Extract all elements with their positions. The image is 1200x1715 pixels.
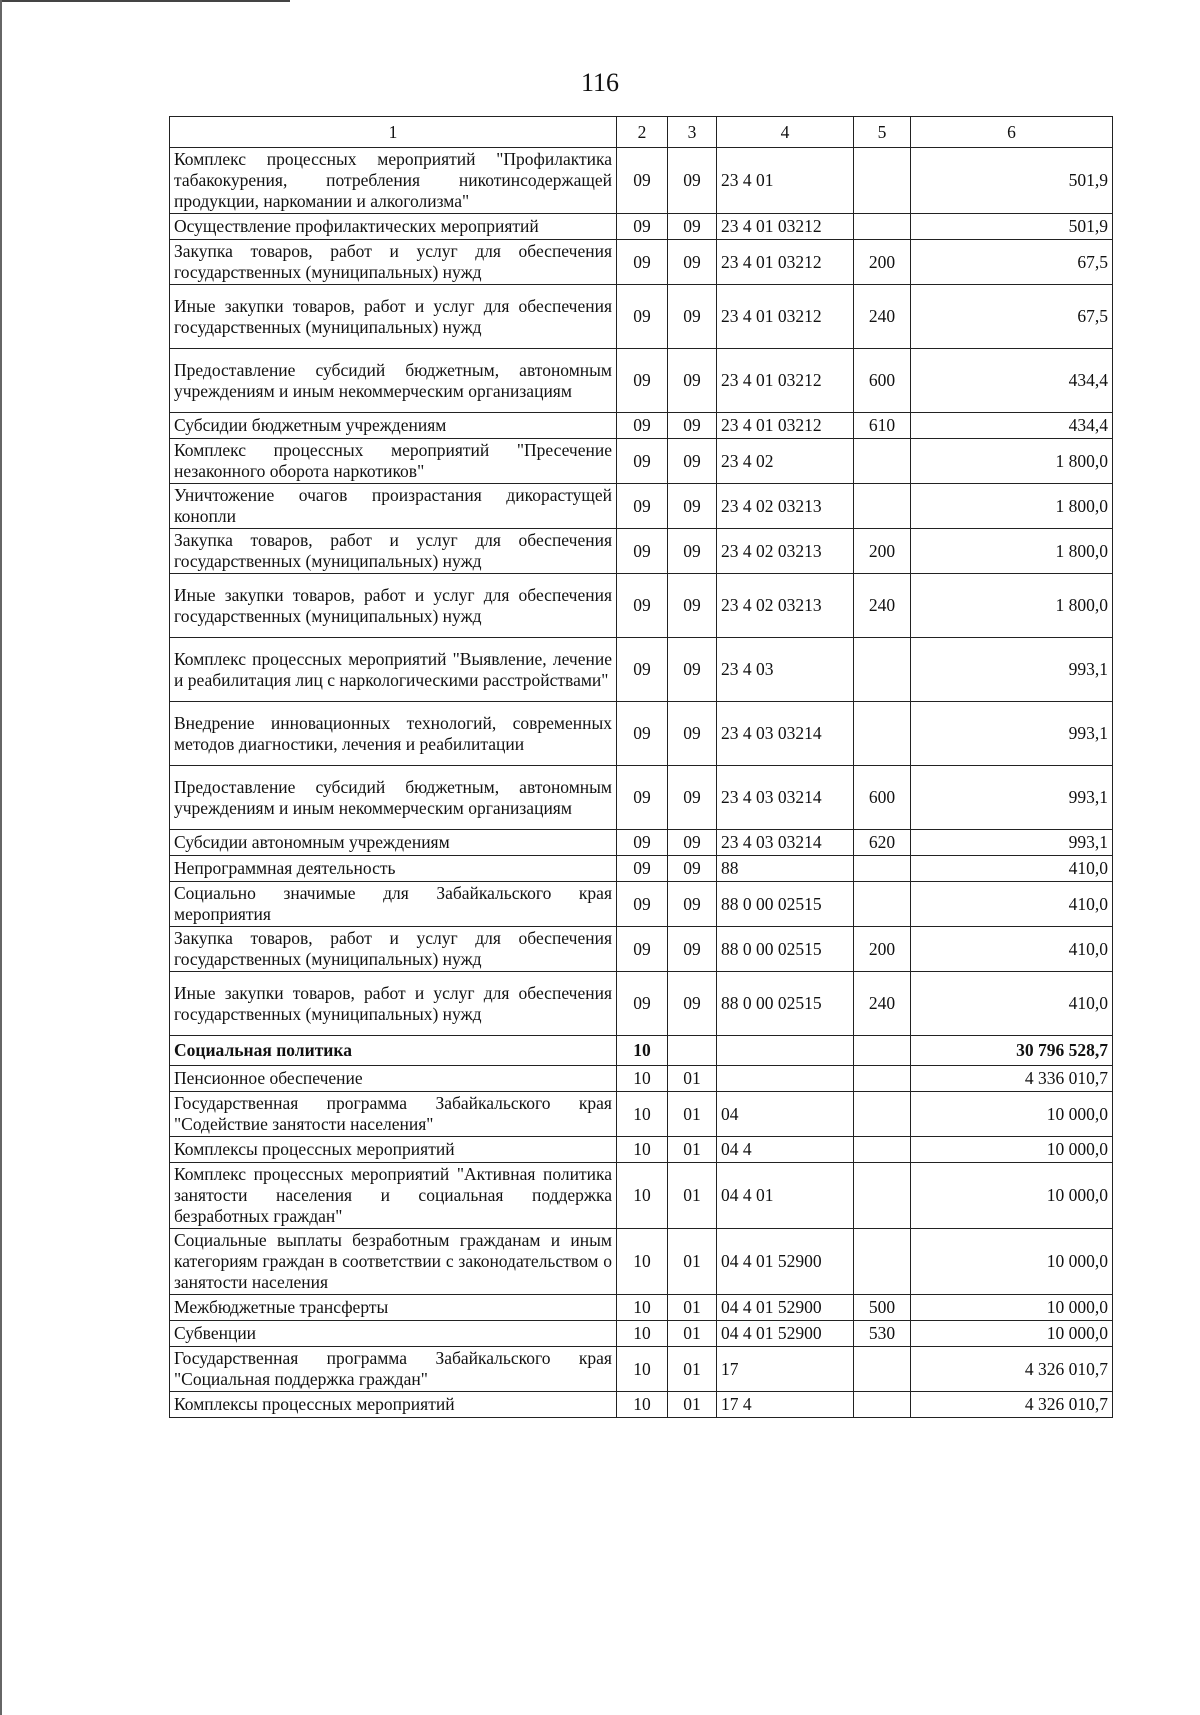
row-expense-type: 240 — [854, 285, 911, 349]
row-target-code — [717, 1036, 854, 1066]
table-row — [170, 484, 1113, 529]
row-target-code: 88 0 00 02515 — [717, 882, 854, 927]
table-row — [170, 856, 1113, 882]
row-subsection — [668, 1036, 717, 1066]
table-row — [170, 285, 1113, 349]
row-expense-type — [854, 148, 911, 214]
row-subsection: 09 — [668, 574, 717, 638]
table-row — [170, 927, 1113, 972]
table-row — [170, 148, 1113, 214]
row-name: Субсидии бюджетным учреждениям — [170, 413, 617, 439]
row-target-code: 88 — [717, 856, 854, 882]
table-row — [170, 766, 1113, 830]
table-row — [170, 1295, 1113, 1321]
table-header-row — [170, 117, 1113, 148]
row-subsection: 09 — [668, 972, 717, 1036]
row-section: 09 — [617, 148, 668, 214]
scan-edge-top — [0, 0, 290, 2]
row-subsection: 09 — [668, 413, 717, 439]
row-target-code: 04 4 01 52900 — [717, 1229, 854, 1295]
row-section: 10 — [617, 1163, 668, 1229]
row-expense-type: 200 — [854, 240, 911, 285]
row-amount: 410,0 — [911, 927, 1113, 972]
row-section: 09 — [617, 240, 668, 285]
row-target-code: 04 4 — [717, 1137, 854, 1163]
row-section: 09 — [617, 882, 668, 927]
row-amount: 434,4 — [911, 413, 1113, 439]
table-row — [170, 1347, 1113, 1392]
row-amount: 1 800,0 — [911, 574, 1113, 638]
header-col-1: 1 — [170, 117, 617, 148]
header-col-2: 2 — [617, 117, 668, 148]
table-row — [170, 972, 1113, 1036]
row-expense-type: 620 — [854, 830, 911, 856]
row-amount: 434,4 — [911, 349, 1113, 413]
row-amount: 993,1 — [911, 638, 1113, 702]
row-section: 10 — [617, 1066, 668, 1092]
row-amount: 10 000,0 — [911, 1163, 1113, 1229]
row-amount: 501,9 — [911, 214, 1113, 240]
row-amount: 1 800,0 — [911, 529, 1113, 574]
row-expense-type: 530 — [854, 1321, 911, 1347]
row-section: 09 — [617, 285, 668, 349]
row-subsection: 01 — [668, 1321, 717, 1347]
row-amount: 67,5 — [911, 240, 1113, 285]
row-target-code — [717, 1066, 854, 1092]
row-name: Государственная программа Забайкальского края "Социальная поддержка граждан" — [170, 1347, 617, 1392]
row-amount: 67,5 — [911, 285, 1113, 349]
row-expense-type — [854, 1137, 911, 1163]
header-col-6: 6 — [911, 117, 1113, 148]
row-expense-type: 610 — [854, 413, 911, 439]
row-subsection: 09 — [668, 766, 717, 830]
header-col-5: 5 — [854, 117, 911, 148]
table-row — [170, 830, 1113, 856]
row-name: Предоставление субсидий бюджетным, автономным учреждениям и иным некоммерческим организациям — [170, 349, 617, 413]
row-name: Социальная политика — [170, 1036, 617, 1066]
row-amount: 10 000,0 — [911, 1229, 1113, 1295]
row-expense-type: 200 — [854, 529, 911, 574]
table-row — [170, 882, 1113, 927]
row-section: 09 — [617, 856, 668, 882]
row-expense-type — [854, 856, 911, 882]
row-section: 10 — [617, 1392, 668, 1418]
row-name: Субвенции — [170, 1321, 617, 1347]
table-row — [170, 529, 1113, 574]
table-row — [170, 702, 1113, 766]
row-expense-type — [854, 484, 911, 529]
row-expense-type: 240 — [854, 574, 911, 638]
row-amount: 501,9 — [911, 148, 1113, 214]
row-expense-type — [854, 214, 911, 240]
row-name: Пенсионное обеспечение — [170, 1066, 617, 1092]
row-name: Комплексы процессных мероприятий — [170, 1137, 617, 1163]
row-target-code: 23 4 02 03213 — [717, 529, 854, 574]
table-row — [170, 1066, 1113, 1092]
row-subsection: 01 — [668, 1066, 717, 1092]
row-name: Государственная программа Забайкальского края "Содействие занятости населения" — [170, 1092, 617, 1137]
row-section: 09 — [617, 766, 668, 830]
row-amount: 410,0 — [911, 882, 1113, 927]
row-name: Социально значимые для Забайкальского края мероприятия — [170, 882, 617, 927]
table-row — [170, 1092, 1113, 1137]
row-subsection: 09 — [668, 148, 717, 214]
row-name: Комплекс процессных мероприятий "Активная политика занятости населения и социальная поддержка безработных граждан" — [170, 1163, 617, 1229]
row-subsection: 01 — [668, 1163, 717, 1229]
row-subsection: 01 — [668, 1392, 717, 1418]
row-expense-type: 600 — [854, 766, 911, 830]
row-target-code: 23 4 01 03212 — [717, 285, 854, 349]
row-section: 10 — [617, 1036, 668, 1066]
row-name: Комплекс процессных мероприятий "Профилактика табакокурения, потребления никотинсодержащей продукции, наркомании и алкоголизма" — [170, 148, 617, 214]
table-row — [170, 1229, 1113, 1295]
row-target-code: 88 0 00 02515 — [717, 927, 854, 972]
table-row — [170, 240, 1113, 285]
row-target-code: 04 4 01 — [717, 1163, 854, 1229]
table-body — [170, 148, 1113, 1418]
row-amount: 4 336 010,7 — [911, 1066, 1113, 1092]
row-subsection: 09 — [668, 285, 717, 349]
row-name: Иные закупки товаров, работ и услуг для обеспечения государственных (муниципальных) нужд — [170, 972, 617, 1036]
row-amount: 993,1 — [911, 766, 1113, 830]
row-subsection: 09 — [668, 638, 717, 702]
row-subsection: 09 — [668, 349, 717, 413]
row-name: Внедрение инновационных технологий, современных методов диагностики, лечения и реабилитации — [170, 702, 617, 766]
row-name: Комплекс процессных мероприятий "Выявление, лечение и реабилитация лиц с наркологическими расстройствами" — [170, 638, 617, 702]
row-section: 09 — [617, 529, 668, 574]
scan-edge-left — [0, 0, 2, 1715]
row-amount: 993,1 — [911, 830, 1113, 856]
row-section: 10 — [617, 1321, 668, 1347]
table-row — [170, 1036, 1113, 1066]
row-section: 09 — [617, 484, 668, 529]
row-subsection: 09 — [668, 702, 717, 766]
row-amount: 10 000,0 — [911, 1092, 1113, 1137]
table-row — [170, 1392, 1113, 1418]
row-section: 09 — [617, 830, 668, 856]
table-row — [170, 349, 1113, 413]
row-section: 09 — [617, 927, 668, 972]
row-amount: 30 796 528,7 — [911, 1036, 1113, 1066]
row-target-code: 17 — [717, 1347, 854, 1392]
row-target-code: 23 4 03 03214 — [717, 830, 854, 856]
row-expense-type — [854, 1392, 911, 1418]
row-name: Закупка товаров, работ и услуг для обеспечения государственных (муниципальных) нужд — [170, 927, 617, 972]
row-amount: 10 000,0 — [911, 1137, 1113, 1163]
row-subsection: 01 — [668, 1295, 717, 1321]
row-subsection: 09 — [668, 214, 717, 240]
row-expense-type — [854, 1036, 911, 1066]
row-subsection: 09 — [668, 439, 717, 484]
row-amount: 1 800,0 — [911, 484, 1113, 529]
row-amount: 1 800,0 — [911, 439, 1113, 484]
table-row — [170, 413, 1113, 439]
row-amount: 10 000,0 — [911, 1295, 1113, 1321]
row-section: 09 — [617, 972, 668, 1036]
row-expense-type — [854, 439, 911, 484]
row-section: 10 — [617, 1092, 668, 1137]
row-name: Закупка товаров, работ и услуг для обеспечения государственных (муниципальных) нужд — [170, 529, 617, 574]
row-amount: 410,0 — [911, 856, 1113, 882]
row-target-code: 23 4 01 03212 — [717, 413, 854, 439]
row-section: 09 — [617, 638, 668, 702]
row-expense-type — [854, 1066, 911, 1092]
row-subsection: 09 — [668, 240, 717, 285]
row-section: 10 — [617, 1295, 668, 1321]
row-name: Иные закупки товаров, работ и услуг для обеспечения государственных (муниципальных) нужд — [170, 574, 617, 638]
row-name: Субсидии автономным учреждениям — [170, 830, 617, 856]
row-target-code: 23 4 03 — [717, 638, 854, 702]
row-section: 09 — [617, 349, 668, 413]
row-target-code: 04 4 01 52900 — [717, 1321, 854, 1347]
budget-table — [169, 116, 1113, 1418]
row-amount: 4 326 010,7 — [911, 1392, 1113, 1418]
table-row — [170, 1137, 1113, 1163]
row-expense-type — [854, 882, 911, 927]
row-expense-type: 500 — [854, 1295, 911, 1321]
row-section: 09 — [617, 214, 668, 240]
row-target-code: 23 4 02 03213 — [717, 574, 854, 638]
row-subsection: 01 — [668, 1229, 717, 1295]
row-expense-type — [854, 638, 911, 702]
table-row — [170, 1321, 1113, 1347]
row-subsection: 09 — [668, 830, 717, 856]
row-name: Комплекс процессных мероприятий "Пресечение незаконного оборота наркотиков" — [170, 439, 617, 484]
row-subsection: 09 — [668, 856, 717, 882]
row-name: Комплексы процессных мероприятий — [170, 1392, 617, 1418]
row-subsection: 09 — [668, 882, 717, 927]
row-name: Уничтожение очагов произрастания дикорастущей конопли — [170, 484, 617, 529]
row-subsection: 09 — [668, 484, 717, 529]
row-expense-type — [854, 1229, 911, 1295]
row-expense-type: 600 — [854, 349, 911, 413]
row-name: Иные закупки товаров, работ и услуг для обеспечения государственных (муниципальных) нужд — [170, 285, 617, 349]
row-subsection: 09 — [668, 927, 717, 972]
row-expense-type — [854, 1092, 911, 1137]
row-subsection: 09 — [668, 529, 717, 574]
header-col-3: 3 — [668, 117, 717, 148]
row-section: 10 — [617, 1137, 668, 1163]
row-subsection: 01 — [668, 1137, 717, 1163]
row-expense-type: 240 — [854, 972, 911, 1036]
row-target-code: 23 4 01 03212 — [717, 240, 854, 285]
row-section: 09 — [617, 702, 668, 766]
table-row — [170, 1163, 1113, 1229]
row-expense-type — [854, 702, 911, 766]
row-target-code: 04 — [717, 1092, 854, 1137]
row-target-code: 88 0 00 02515 — [717, 972, 854, 1036]
header-col-4: 4 — [717, 117, 854, 148]
row-subsection: 01 — [668, 1092, 717, 1137]
row-target-code: 23 4 01 03212 — [717, 349, 854, 413]
row-name: Предоставление субсидий бюджетным, автономным учреждениям и иным некоммерческим организациям — [170, 766, 617, 830]
row-target-code: 23 4 01 03212 — [717, 214, 854, 240]
row-section: 09 — [617, 574, 668, 638]
row-target-code: 04 4 01 52900 — [717, 1295, 854, 1321]
row-expense-type: 200 — [854, 927, 911, 972]
row-section: 10 — [617, 1229, 668, 1295]
row-amount: 993,1 — [911, 702, 1113, 766]
row-name: Закупка товаров, работ и услуг для обеспечения государственных (муниципальных) нужд — [170, 240, 617, 285]
row-section: 09 — [617, 413, 668, 439]
row-amount: 410,0 — [911, 972, 1113, 1036]
row-target-code: 23 4 03 03214 — [717, 766, 854, 830]
row-name: Социальные выплаты безработным гражданам и иным категориям граждан в соответствии с законодательством о занятости населения — [170, 1229, 617, 1295]
table-row — [170, 574, 1113, 638]
row-target-code: 23 4 01 — [717, 148, 854, 214]
row-name: Межбюджетные трансферты — [170, 1295, 617, 1321]
table-row — [170, 214, 1113, 240]
row-section: 09 — [617, 439, 668, 484]
row-target-code: 23 4 02 — [717, 439, 854, 484]
page-number: 116 — [580, 68, 620, 97]
row-name: Осуществление профилактических мероприятий — [170, 214, 617, 240]
row-target-code: 17 4 — [717, 1392, 854, 1418]
row-expense-type — [854, 1163, 911, 1229]
row-subsection: 01 — [668, 1347, 717, 1392]
row-name: Непрограммная деятельность — [170, 856, 617, 882]
row-section: 10 — [617, 1347, 668, 1392]
table-row — [170, 439, 1113, 484]
row-target-code: 23 4 03 03214 — [717, 702, 854, 766]
table-row — [170, 638, 1113, 702]
row-amount: 10 000,0 — [911, 1321, 1113, 1347]
row-expense-type — [854, 1347, 911, 1392]
row-amount: 4 326 010,7 — [911, 1347, 1113, 1392]
row-target-code: 23 4 02 03213 — [717, 484, 854, 529]
